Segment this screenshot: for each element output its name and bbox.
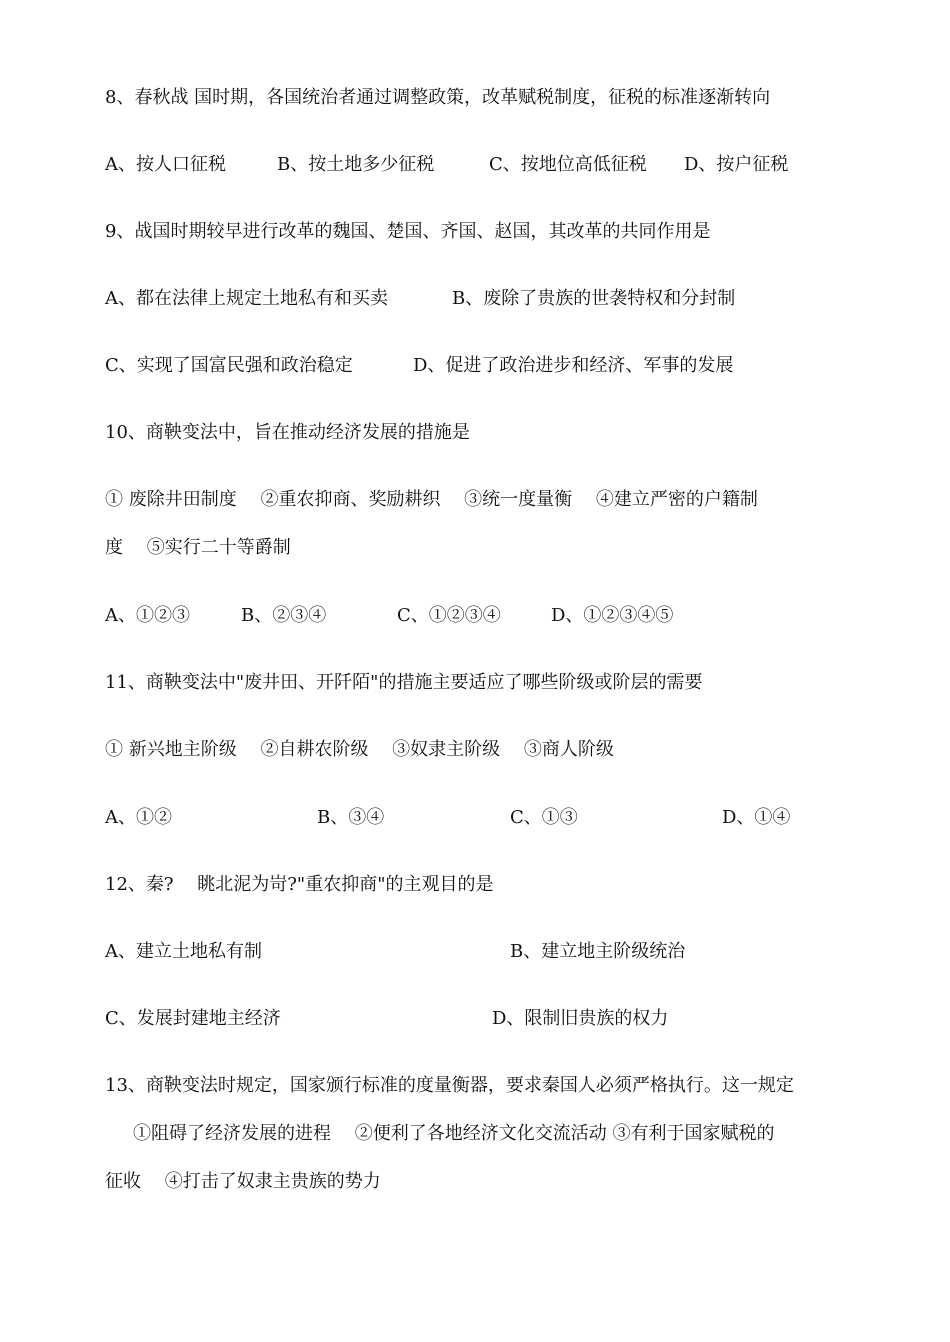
question-11-stem: 11、商鞅变法中"废井田、开阡陌"的措施主要适应了哪些阶级或阶层的需要 [105, 672, 703, 693]
question-9-option-c: C、实现了国富民强和政治稳定 [105, 355, 353, 376]
question-9-stem: 9、战国时期较早进行改革的魏国、楚国、齐国、赵国，其改革的共同作用是 [105, 221, 711, 242]
question-13-items-line1: ①阻碍了经济发展的进程 ②便利了各地经济文化交流活动 ③有利于国家赋税的 [133, 1123, 775, 1144]
question-10-option-d: D、①②③④⑤ [551, 605, 674, 626]
question-13-items-line2: 征收 ④打击了奴隶主贵族的势力 [105, 1171, 381, 1192]
question-12-option-c: C、发展封建地主经济 [105, 1008, 281, 1029]
question-12-stem: 12、秦? 眺北泥为岢?"重农抑商"的主观目的是 [105, 874, 494, 895]
question-10-option-c: C、①②③④ [397, 605, 501, 626]
question-10-stem: 10、商鞅变法中，旨在推动经济发展的措施是 [105, 422, 470, 443]
question-8-option-b: B、按土地多少征税 [277, 154, 435, 175]
question-12-option-d: D、限制旧贵族的权力 [492, 1008, 669, 1029]
question-12-option-b: B、建立地主阶级统治 [510, 941, 686, 962]
question-8-stem: 8、春秋战 国时期，各国统治者通过调整政策，改革赋税制度，征税的标准逐渐转向 [105, 87, 771, 108]
question-10-items-line2: 度 ⑤实行二十等爵制 [105, 537, 291, 558]
question-9-option-a: A、都在法律上规定土地私有和买卖 [105, 288, 388, 309]
question-8-option-c: C、按地位高低征税 [489, 154, 647, 175]
question-13-stem: 13、商鞅变法时规定，国家颁行标准的度量衡器，要求秦国人必须严格执行。这一规定 [105, 1075, 794, 1096]
question-10-option-b: B、②③④ [241, 605, 327, 626]
question-8-option-a: A、按人口征税 [105, 154, 226, 175]
question-10-option-a: A、①②③ [105, 605, 190, 626]
question-8-option-d: D、按户征税 [684, 154, 789, 175]
question-11-option-b: B、③④ [317, 807, 385, 828]
question-11-option-a: A、①② [105, 807, 172, 828]
question-9-option-d: D、促进了政治进步和经济、军事的发展 [413, 355, 734, 376]
question-10-items-line1: ① 废除井田制度 ②重农抑商、奖励耕织 ③统一度量衡 ④建立严密的户籍制 [105, 489, 758, 510]
question-11-items-line1: ① 新兴地主阶级 ②自耕农阶级 ③奴隶主阶级 ③商人阶级 [105, 739, 614, 760]
question-12-option-a: A、建立土地私有制 [105, 941, 262, 962]
question-11-option-c: C、①③ [510, 807, 578, 828]
question-11-option-d: D、①④ [722, 807, 791, 828]
question-9-option-b: B、废除了贵族的世袭特权和分封制 [452, 288, 736, 309]
